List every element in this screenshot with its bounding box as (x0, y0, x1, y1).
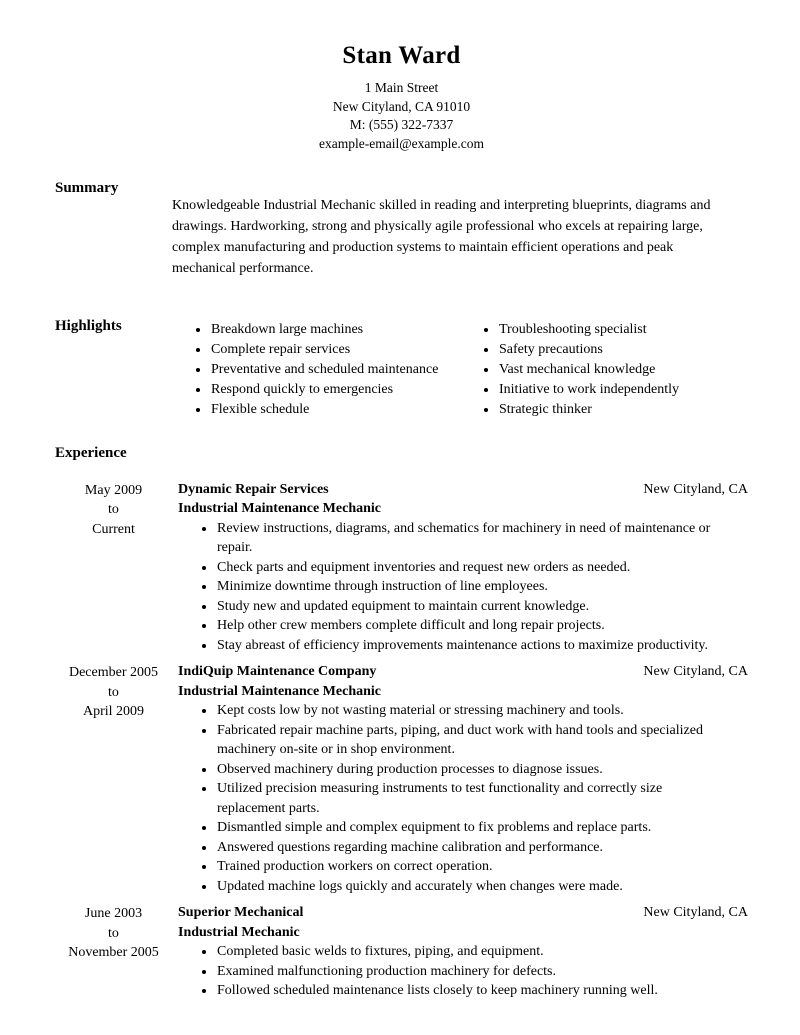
highlights-grid (172, 305, 748, 420)
highlight-item: • Complete repair services (210, 340, 460, 360)
job-entry (55, 662, 748, 896)
job-bullet: • Help other crew members complete difficult and long repair projects. (216, 616, 718, 636)
job-bullet: • Fabricated repair machine parts, piping, and duct work with hand tools and specialized machinery on-site or in shop environment. (216, 721, 718, 760)
experience-heading-column (55, 432, 172, 476)
address-line-1: 1 Main Street (364, 80, 439, 95)
job-bullet: • Stay abreast of efficiency improvements maintenance actions to maximize productivity. (216, 636, 718, 656)
summary-heading-column (55, 167, 172, 293)
job-body (178, 662, 748, 896)
address-line-2: New Cityland, CA 91010 (332, 98, 471, 114)
person-name: Stan Ward (342, 42, 461, 69)
job-bullet-list (178, 519, 748, 656)
job-bullet: • Check parts and equipment inventories and request new orders as needed. (216, 558, 718, 578)
job-body (178, 903, 748, 1001)
summary-text: Knowledgeable Industrial Mechanic skilled in reading and interpreting blueprints, diagrams and drawings. Hardworking, strong and physically agile professional who excels at repairing large, complex manufacturing and production systems to maintain efficient operations and peak mechanical performance. (172, 198, 711, 276)
job-bullet-list (178, 701, 748, 896)
job-date-start: December 2005 (68, 665, 159, 681)
job-body (178, 480, 748, 656)
highlights-heading-column (55, 305, 172, 420)
job-date-end: November 2005 (68, 945, 159, 961)
job-bullet: • Answered questions regarding machine calibration and performance. (216, 838, 718, 858)
section-experience-heading (55, 432, 748, 476)
job-bullet: • Kept costs low by not wasting material or stressing machinery and tools. (216, 701, 718, 721)
job-bullet: • Updated machine logs quickly and accurately when changes were made. (216, 877, 718, 897)
highlight-item: • Breakdown large machines (210, 320, 460, 340)
job-entry (55, 480, 748, 656)
summary-heading: Summary (55, 180, 119, 197)
job-title: Industrial Mechanic (178, 924, 300, 940)
job-bullet: • Completed basic welds to fixtures, piping, and equipment. (216, 942, 718, 962)
highlight-item: • Vast mechanical knowledge (498, 360, 748, 380)
phone-number: M: (555) 322-7337 (349, 117, 454, 132)
highlight-item: • Preventative and scheduled maintenance (210, 360, 460, 380)
email-address: example-email@example.com (319, 135, 484, 151)
job-header (178, 480, 748, 500)
section-summary (55, 167, 748, 293)
job-date-end: Current (92, 521, 135, 537)
job-date-start: May 2009 (84, 482, 143, 498)
experience-heading: Experience (55, 445, 127, 462)
job-date-end: April 2009 (82, 704, 145, 720)
job-dates (55, 480, 178, 656)
job-location: New Cityland, CA (643, 664, 748, 680)
highlight-item: • Safety precautions (498, 340, 748, 360)
highlights-body (172, 305, 748, 420)
job-title: Industrial Maintenance Mechanic (178, 501, 381, 517)
resume-header (55, 42, 748, 153)
highlight-item: • Respond quickly to emergencies (210, 380, 460, 400)
job-bullet: • Utilized precision measuring instruments to test functionality and correctly size replacement parts. (216, 779, 718, 818)
highlights-list-right (460, 320, 748, 420)
highlight-item: • Strategic thinker (498, 400, 748, 420)
job-bullet: • Followed scheduled maintenance lists closely to keep machinery running well. (216, 981, 718, 1001)
highlight-item: • Initiative to work independently (498, 380, 748, 400)
company-name: IndiQuip Maintenance Company (178, 664, 377, 680)
job-bullet-list (178, 942, 748, 1001)
highlight-item: • Troubleshooting specialist (498, 320, 748, 340)
highlights-list-left (172, 320, 460, 420)
section-highlights (55, 305, 748, 420)
company-name: Dynamic Repair Services (178, 481, 329, 497)
highlight-item: • Flexible schedule (210, 400, 460, 420)
job-bullet: • Dismantled simple and complex equipment to fix problems and replace parts. (216, 818, 718, 838)
job-header (178, 903, 748, 923)
job-bullet: • Minimize downtime through instruction of line employees. (216, 577, 718, 597)
job-date-separator: to (108, 684, 119, 700)
job-bullet: • Review instructions, diagrams, and schematics for machinery in need of maintenance or repair. (216, 519, 718, 558)
job-bullet: • Trained production workers on correct operation. (216, 857, 718, 877)
job-bullet: • Observed machinery during production processes to diagnose issues. (216, 760, 718, 780)
job-date-separator: to (108, 925, 119, 941)
job-entry (55, 903, 748, 1001)
job-location: New Cityland, CA (643, 481, 748, 497)
highlights-heading: Highlights (55, 318, 122, 335)
job-date-start: June 2003 (84, 906, 143, 922)
experience-heading-spacer (172, 432, 748, 476)
job-bullet: • Study new and updated equipment to maintain current knowledge. (216, 597, 718, 617)
job-date-separator: to (108, 502, 119, 518)
job-dates (55, 662, 178, 896)
job-dates (55, 903, 178, 1001)
job-title: Industrial Maintenance Mechanic (178, 683, 381, 699)
job-header (178, 662, 748, 682)
summary-body (172, 167, 748, 293)
job-location: New Cityland, CA (643, 905, 748, 921)
company-name: Superior Mechanical (178, 905, 304, 921)
job-bullet: • Examined malfunctioning production machinery for defects. (216, 962, 718, 982)
